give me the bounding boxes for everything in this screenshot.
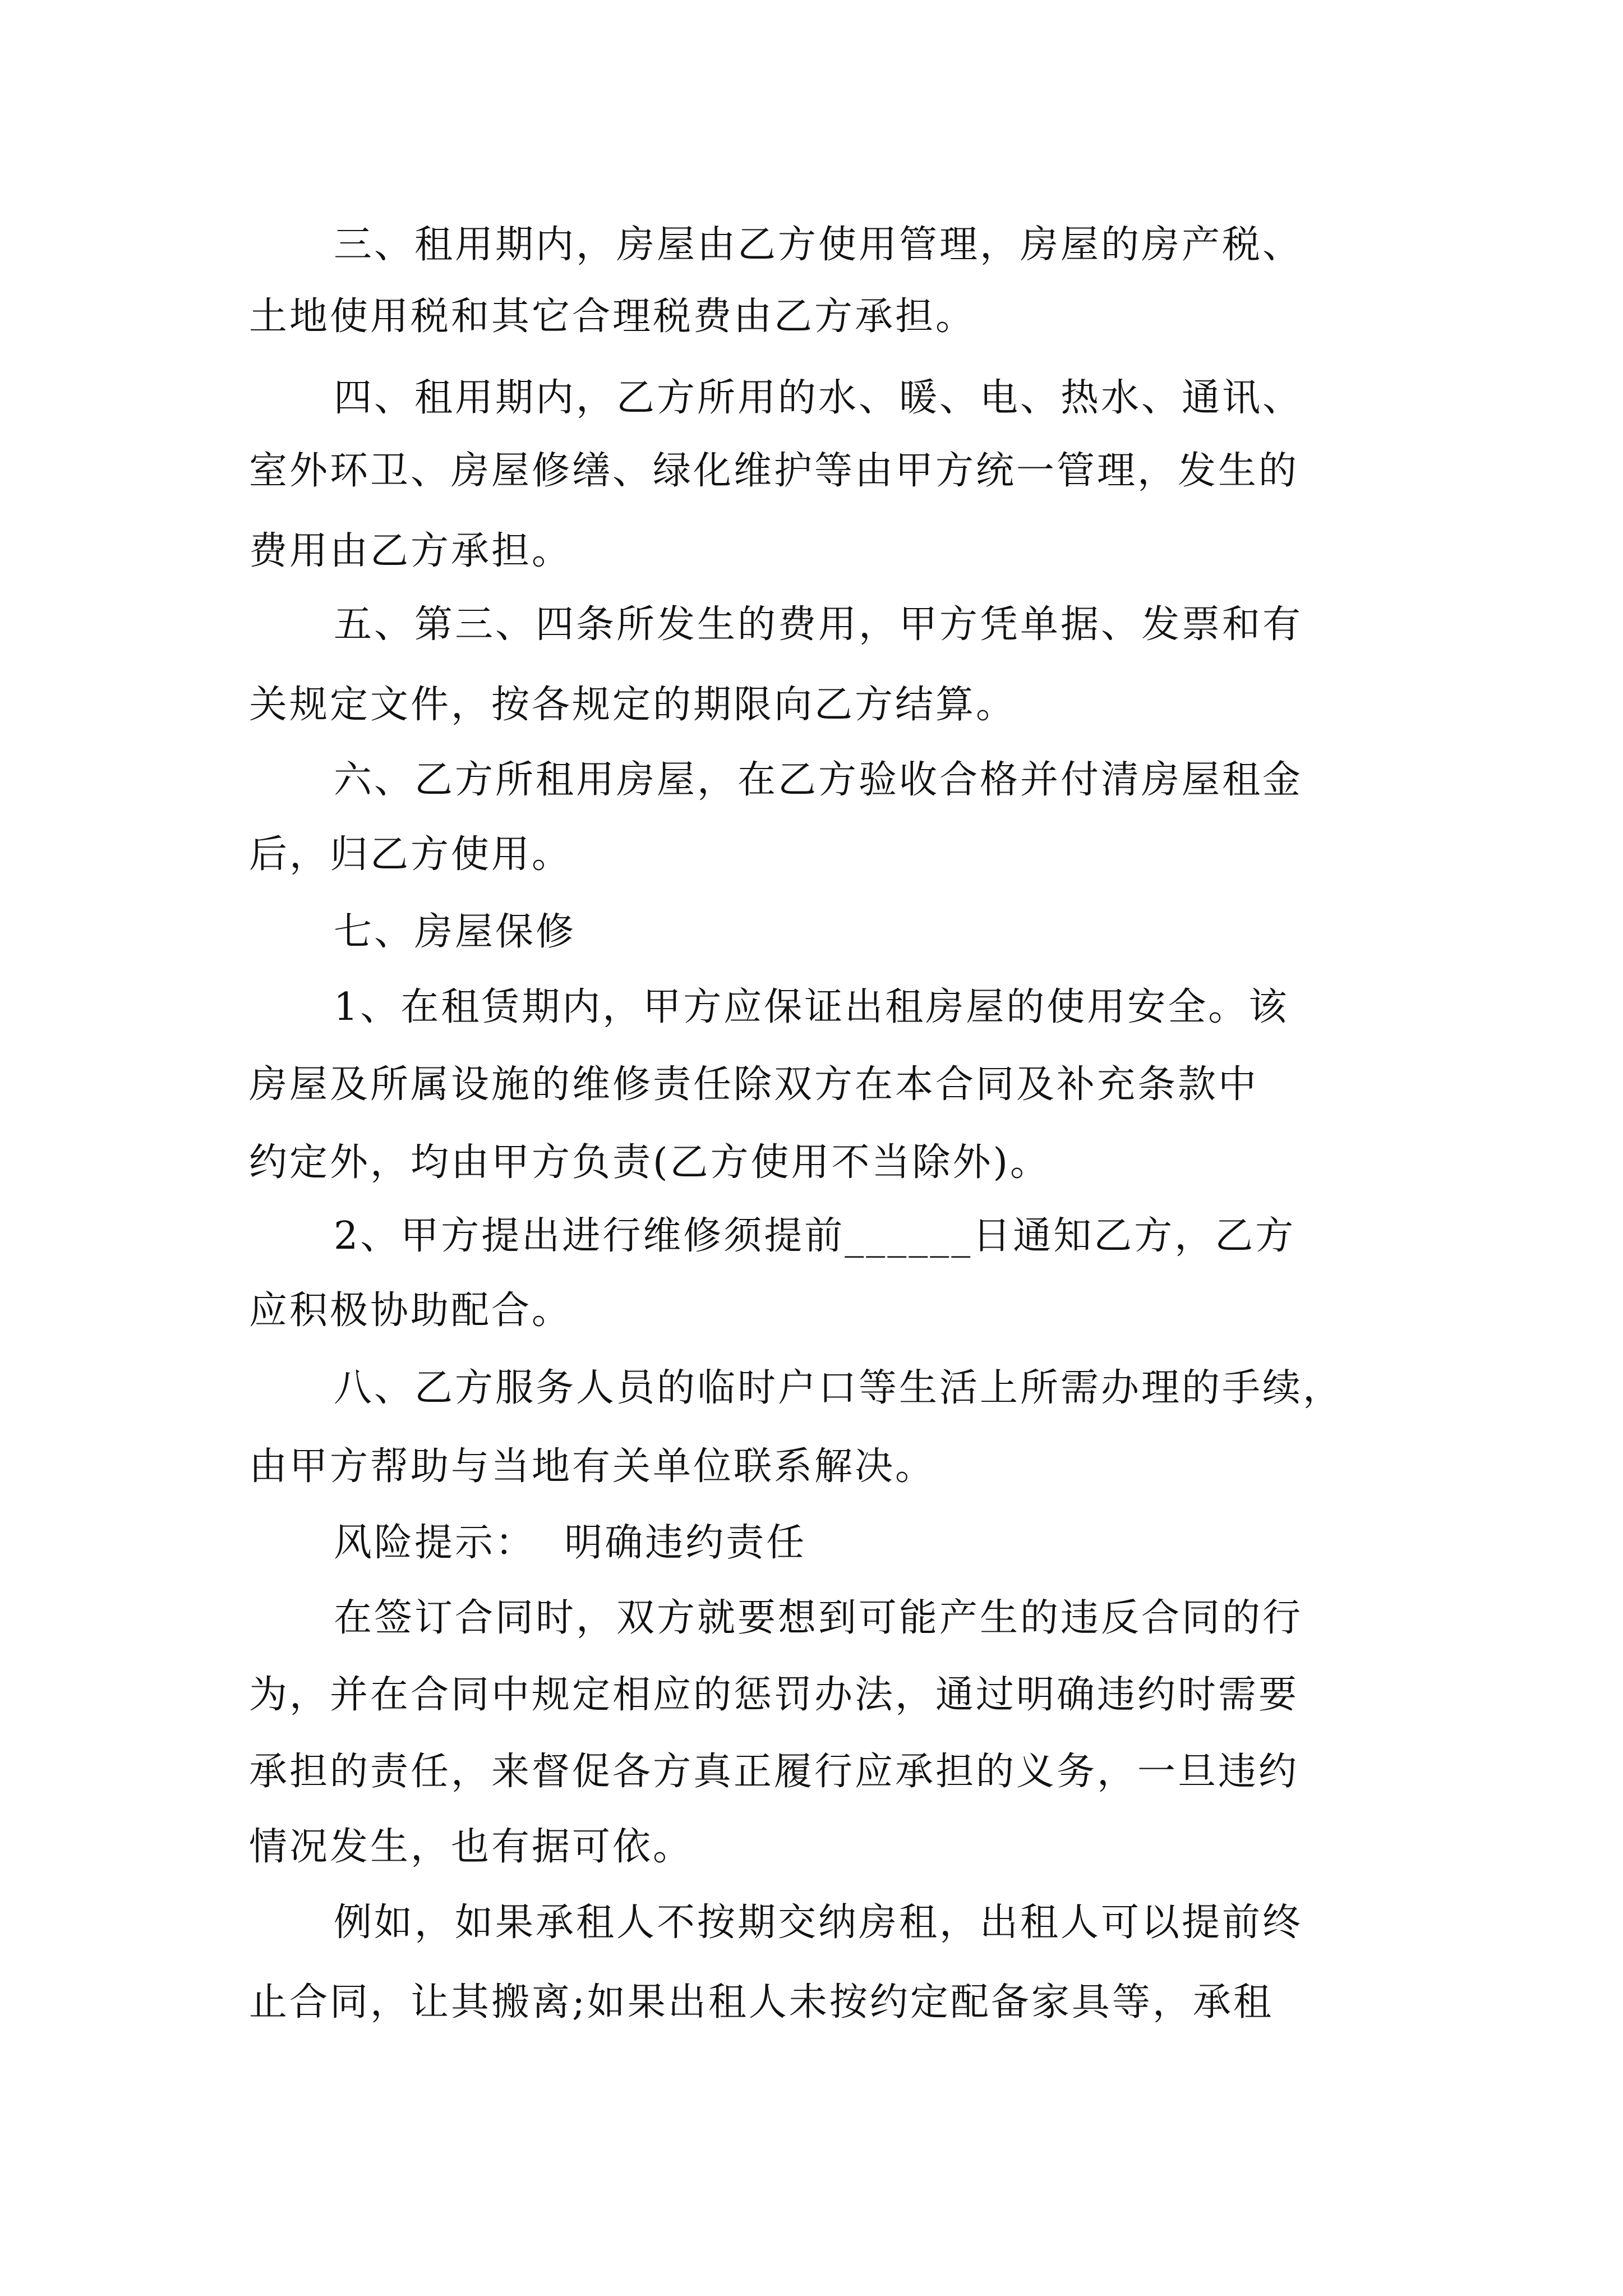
item-1-line-3: 约定外，均由甲方负责(乙方使用不当除外)。 (249, 1140, 1051, 1185)
example-paragraph-line-1: 例如，如果承租人不按期交纳房租，出租人可以提前终 (334, 1901, 1303, 1945)
paragraph-5-line-1: 五、第三、四条所发生的费用，甲方凭单据、发票和有 (334, 602, 1303, 647)
paragraph-6-line-2: 后，归乙方使用。 (249, 832, 573, 877)
paragraph-3-line-2: 土地使用税和其它合理税费由乙方承担。 (249, 295, 976, 339)
paragraph-4-line-2: 室外环卫、房屋修缮、绿化维护等由甲方统一管理，发生的 (249, 449, 1299, 493)
risk-notice-heading: 风险提示： 明确违约责任 (334, 1521, 807, 1565)
paragraph-4-line-3: 费用由乙方承担。 (249, 529, 573, 573)
paragraph-8-line-1: 八、乙方服务人员的临时户口等生活上所需办理的手续， (334, 1366, 1344, 1410)
item-1-line-2: 房屋及所属设施的维修责任除双方在本合同及补充条款中 (249, 1062, 1259, 1107)
item-2-line-1: 2、甲方提出进行维修须提前______日通知乙方，乙方 (334, 1214, 1296, 1258)
paragraph-8-line-2: 由甲方帮助与当地有关单位联系解决。 (249, 1444, 936, 1489)
paragraph-3-line-1: 三、租用期内，房屋由乙方使用管理，房屋的房产税、 (334, 223, 1303, 267)
section-7-heading: 七、房屋保修 (334, 910, 577, 954)
risk-paragraph-line-4: 情况发生，也有据可依。 (249, 1825, 694, 1869)
paragraph-6-line-1: 六、乙方所租用房屋，在乙方验收合格并付清房屋租金 (334, 758, 1303, 802)
paragraph-4-line-1: 四、租用期内，乙方所用的水、暖、电、热水、通讯、 (334, 376, 1303, 420)
paragraph-5-line-2: 关规定文件，按各规定的期限向乙方结算。 (249, 683, 1017, 727)
risk-paragraph-line-3: 承担的责任，来督促各方真正履行应承担的义务，一旦违约 (249, 1750, 1299, 1794)
example-paragraph-line-2: 止合同，让其搬离;如果出租人未按约定配备家具等，承租 (249, 1980, 1274, 2024)
item-2-line-2: 应积极协助配合。 (249, 1289, 573, 1333)
risk-paragraph-line-2: 为，并在合同中规定相应的惩罚办法，通过明确违约时需要 (249, 1673, 1299, 1717)
item-1-line-1: 1、在租赁期内，甲方应保证出租房屋的使用安全。该 (334, 985, 1289, 1029)
risk-paragraph-line-1: 在签订合同时，双方就要想到可能产生的违反合同的行 (334, 1596, 1303, 1640)
